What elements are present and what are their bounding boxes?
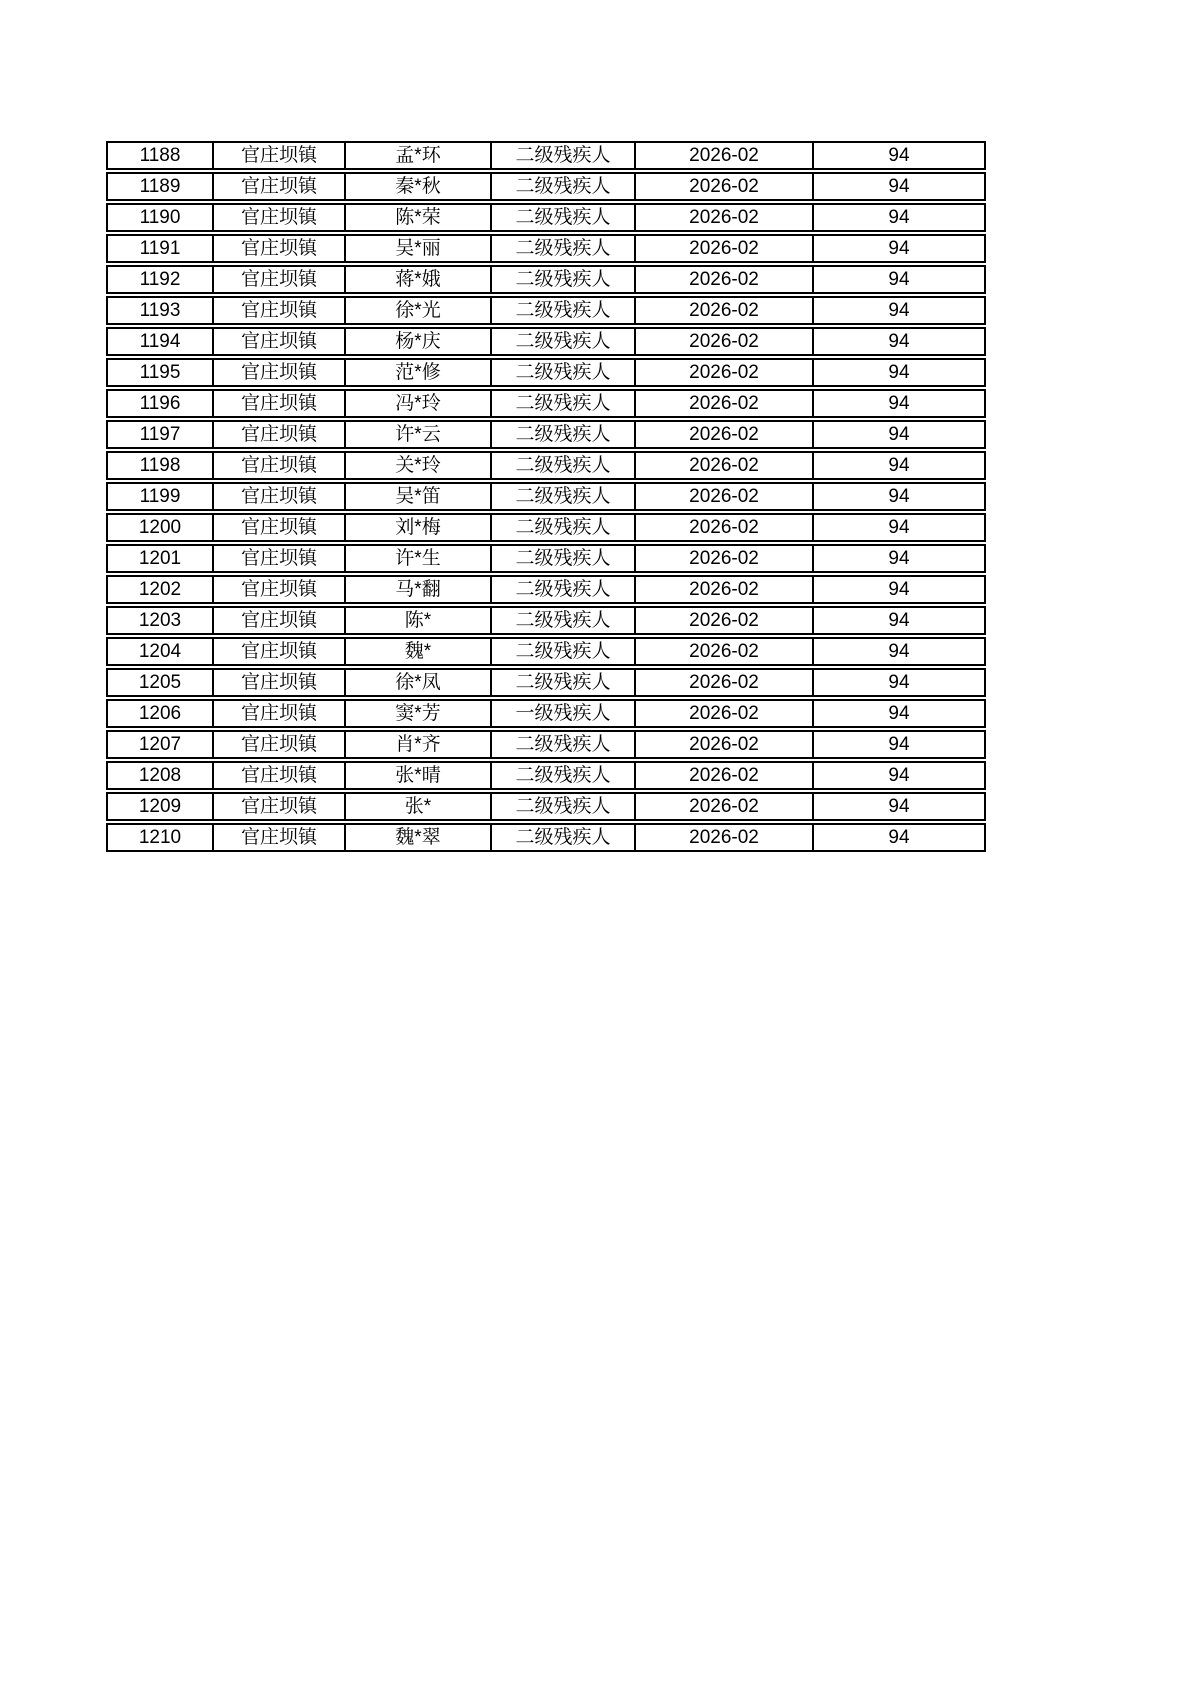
table-row [106, 637, 986, 666]
table-body [106, 141, 986, 852]
cell-town: 官庄坝镇 [214, 234, 346, 263]
cell-amount: 94 [814, 482, 986, 511]
benefit-table [106, 139, 986, 854]
table-row [106, 792, 986, 821]
cell-category: 二级残疾人 [492, 668, 636, 697]
cell-month: 2026-02 [636, 761, 814, 790]
cell-amount: 94 [814, 575, 986, 604]
cell-amount: 94 [814, 172, 986, 201]
table-row [106, 482, 986, 511]
cell-town: 官庄坝镇 [214, 575, 346, 604]
cell-name: 冯*玲 [346, 389, 492, 418]
cell-category: 二级残疾人 [492, 358, 636, 387]
cell-town: 官庄坝镇 [214, 358, 346, 387]
cell-index: 1196 [106, 389, 214, 418]
cell-town: 官庄坝镇 [214, 265, 346, 294]
cell-category: 二级残疾人 [492, 637, 636, 666]
cell-town: 官庄坝镇 [214, 513, 346, 542]
cell-town: 官庄坝镇 [214, 327, 346, 356]
cell-index: 1190 [106, 203, 214, 232]
cell-category: 二级残疾人 [492, 141, 636, 170]
cell-amount: 94 [814, 637, 986, 666]
cell-month: 2026-02 [636, 730, 814, 759]
cell-category: 二级残疾人 [492, 420, 636, 449]
cell-name: 许*云 [346, 420, 492, 449]
table-row [106, 823, 986, 852]
cell-name: 魏*翠 [346, 823, 492, 852]
cell-category: 二级残疾人 [492, 823, 636, 852]
cell-category: 二级残疾人 [492, 513, 636, 542]
cell-category: 二级残疾人 [492, 234, 636, 263]
cell-index: 1192 [106, 265, 214, 294]
cell-town: 官庄坝镇 [214, 699, 346, 728]
cell-name: 关*玲 [346, 451, 492, 480]
cell-month: 2026-02 [636, 823, 814, 852]
cell-category: 二级残疾人 [492, 544, 636, 573]
cell-index: 1203 [106, 606, 214, 635]
cell-amount: 94 [814, 420, 986, 449]
table-row [106, 606, 986, 635]
cell-name: 马*翻 [346, 575, 492, 604]
cell-index: 1193 [106, 296, 214, 325]
table-row [106, 544, 986, 573]
table-row [106, 761, 986, 790]
cell-category: 二级残疾人 [492, 327, 636, 356]
table-row [106, 172, 986, 201]
cell-category: 二级残疾人 [492, 451, 636, 480]
cell-index: 1209 [106, 792, 214, 821]
cell-month: 2026-02 [636, 172, 814, 201]
cell-amount: 94 [814, 761, 986, 790]
cell-town: 官庄坝镇 [214, 296, 346, 325]
cell-amount: 94 [814, 234, 986, 263]
cell-town: 官庄坝镇 [214, 451, 346, 480]
cell-town: 官庄坝镇 [214, 389, 346, 418]
cell-index: 1207 [106, 730, 214, 759]
cell-month: 2026-02 [636, 234, 814, 263]
cell-name: 魏* [346, 637, 492, 666]
table-row [106, 513, 986, 542]
cell-month: 2026-02 [636, 451, 814, 480]
cell-index: 1198 [106, 451, 214, 480]
cell-town: 官庄坝镇 [214, 203, 346, 232]
cell-name: 张*晴 [346, 761, 492, 790]
cell-amount: 94 [814, 606, 986, 635]
cell-category: 二级残疾人 [492, 172, 636, 201]
table-row [106, 389, 986, 418]
cell-month: 2026-02 [636, 141, 814, 170]
cell-category: 二级残疾人 [492, 203, 636, 232]
cell-category: 二级残疾人 [492, 575, 636, 604]
cell-index: 1195 [106, 358, 214, 387]
table-row [106, 575, 986, 604]
cell-month: 2026-02 [636, 606, 814, 635]
cell-town: 官庄坝镇 [214, 544, 346, 573]
cell-index: 1194 [106, 327, 214, 356]
table-row [106, 265, 986, 294]
cell-month: 2026-02 [636, 699, 814, 728]
cell-category: 二级残疾人 [492, 761, 636, 790]
cell-month: 2026-02 [636, 513, 814, 542]
table-row [106, 699, 986, 728]
cell-category: 二级残疾人 [492, 389, 636, 418]
cell-town: 官庄坝镇 [214, 792, 346, 821]
cell-category: 二级残疾人 [492, 792, 636, 821]
cell-index: 1201 [106, 544, 214, 573]
cell-index: 1205 [106, 668, 214, 697]
cell-name: 张* [346, 792, 492, 821]
table-row [106, 668, 986, 697]
cell-month: 2026-02 [636, 327, 814, 356]
cell-category: 二级残疾人 [492, 730, 636, 759]
cell-amount: 94 [814, 203, 986, 232]
cell-month: 2026-02 [636, 792, 814, 821]
cell-index: 1199 [106, 482, 214, 511]
cell-name: 陈*荣 [346, 203, 492, 232]
cell-name: 徐*光 [346, 296, 492, 325]
cell-month: 2026-02 [636, 668, 814, 697]
cell-amount: 94 [814, 296, 986, 325]
cell-amount: 94 [814, 141, 986, 170]
cell-index: 1208 [106, 761, 214, 790]
cell-category: 二级残疾人 [492, 482, 636, 511]
cell-month: 2026-02 [636, 482, 814, 511]
cell-month: 2026-02 [636, 296, 814, 325]
cell-name: 许*生 [346, 544, 492, 573]
cell-town: 官庄坝镇 [214, 172, 346, 201]
cell-amount: 94 [814, 699, 986, 728]
cell-index: 1191 [106, 234, 214, 263]
table-row [106, 234, 986, 263]
cell-amount: 94 [814, 389, 986, 418]
cell-month: 2026-02 [636, 358, 814, 387]
cell-amount: 94 [814, 668, 986, 697]
cell-town: 官庄坝镇 [214, 823, 346, 852]
table-row [106, 358, 986, 387]
cell-index: 1197 [106, 420, 214, 449]
cell-amount: 94 [814, 730, 986, 759]
cell-index: 1210 [106, 823, 214, 852]
cell-amount: 94 [814, 544, 986, 573]
cell-month: 2026-02 [636, 575, 814, 604]
cell-town: 官庄坝镇 [214, 668, 346, 697]
cell-town: 官庄坝镇 [214, 141, 346, 170]
cell-index: 1189 [106, 172, 214, 201]
cell-amount: 94 [814, 265, 986, 294]
cell-category: 一级残疾人 [492, 699, 636, 728]
table-row [106, 327, 986, 356]
cell-amount: 94 [814, 358, 986, 387]
cell-name: 范*修 [346, 358, 492, 387]
cell-name: 孟*环 [346, 141, 492, 170]
table-row [106, 203, 986, 232]
cell-category: 二级残疾人 [492, 296, 636, 325]
cell-month: 2026-02 [636, 637, 814, 666]
cell-category: 二级残疾人 [492, 606, 636, 635]
table-row [106, 451, 986, 480]
cell-amount: 94 [814, 513, 986, 542]
cell-name: 徐*凤 [346, 668, 492, 697]
cell-name: 杨*庆 [346, 327, 492, 356]
table-row [106, 296, 986, 325]
cell-amount: 94 [814, 451, 986, 480]
cell-name: 吴*笛 [346, 482, 492, 511]
cell-town: 官庄坝镇 [214, 637, 346, 666]
cell-name: 蒋*娥 [346, 265, 492, 294]
cell-index: 1200 [106, 513, 214, 542]
cell-amount: 94 [814, 327, 986, 356]
cell-category: 二级残疾人 [492, 265, 636, 294]
cell-name: 窦*芳 [346, 699, 492, 728]
table-row [106, 730, 986, 759]
cell-month: 2026-02 [636, 389, 814, 418]
table-row [106, 420, 986, 449]
cell-month: 2026-02 [636, 203, 814, 232]
cell-name: 陈* [346, 606, 492, 635]
cell-name: 刘*梅 [346, 513, 492, 542]
cell-town: 官庄坝镇 [214, 761, 346, 790]
cell-index: 1204 [106, 637, 214, 666]
cell-month: 2026-02 [636, 420, 814, 449]
table-row [106, 141, 986, 170]
cell-amount: 94 [814, 823, 986, 852]
cell-name: 肖*齐 [346, 730, 492, 759]
cell-town: 官庄坝镇 [214, 482, 346, 511]
cell-name: 吴*丽 [346, 234, 492, 263]
cell-month: 2026-02 [636, 265, 814, 294]
cell-town: 官庄坝镇 [214, 606, 346, 635]
cell-month: 2026-02 [636, 544, 814, 573]
cell-town: 官庄坝镇 [214, 420, 346, 449]
cell-name: 秦*秋 [346, 172, 492, 201]
cell-index: 1206 [106, 699, 214, 728]
cell-index: 1202 [106, 575, 214, 604]
cell-amount: 94 [814, 792, 986, 821]
cell-index: 1188 [106, 141, 214, 170]
cell-town: 官庄坝镇 [214, 730, 346, 759]
